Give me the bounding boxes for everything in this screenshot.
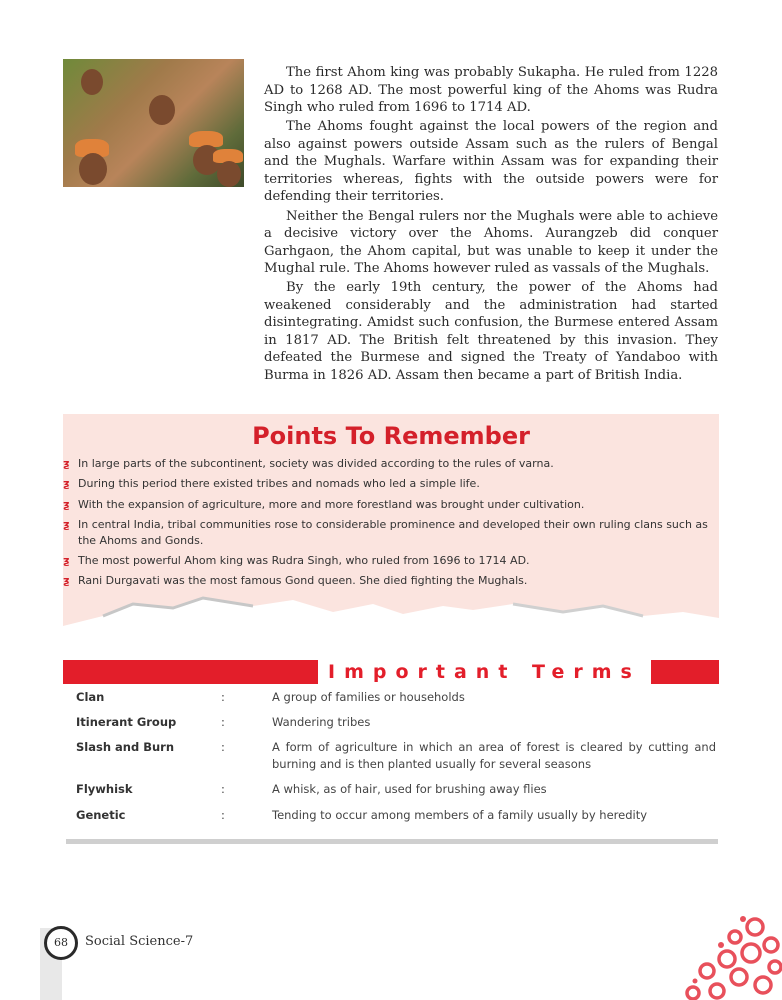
bullet-icon: ƺ bbox=[63, 517, 70, 531]
section-divider bbox=[66, 839, 718, 844]
important-terms-title: Important Terms bbox=[318, 660, 651, 684]
points-list bbox=[63, 456, 713, 594]
point-item: ƺ In central India, tribal communities rose to considerable prominence and developed their own ruling clans such as the Ahoms and Gonds. bbox=[63, 517, 708, 547]
tribal-people-photo bbox=[63, 59, 244, 187]
bullet-icon: ƺ bbox=[63, 457, 70, 470]
term-colon: : bbox=[221, 782, 225, 796]
page-number: 68 bbox=[44, 926, 78, 960]
points-to-remember-panel bbox=[63, 414, 719, 646]
term-name: Slash and Burn bbox=[76, 740, 175, 754]
story-paragraph-3: Neither the Bengal rulers nor the Mughals were able to achieve a decisive victory over the Ahoms. Aurangzeb did conquer Garhgaon, the Ahom capital, but was unable to keep it under the Mughal rule. The Ahoms however ruled as vassals of the Mughals. bbox=[264, 208, 718, 277]
bullet-icon: ƺ bbox=[63, 574, 70, 588]
story-paragraph-2: The Ahoms fought against the local powers of the region and also against powers outside Assam such as the rulers of Bengal and the Mughals. Warfare within Assam was for expanding their territories whereas, fights with the outside powers were for defending their territories. bbox=[264, 119, 718, 205]
point-item: ƺ The most powerful Ahom king was Rudra Singh, who ruled from 1696 to 1714 AD. bbox=[63, 554, 530, 568]
term-definition: A whisk, as of hair, used for brushing away flies bbox=[272, 782, 547, 796]
term-name: Flywhisk bbox=[76, 782, 133, 796]
ahom-history-text bbox=[264, 64, 718, 386]
point-item: ƺ Rani Durgavati was the most famous Gond queen. She died fighting the Mughals. bbox=[63, 574, 528, 588]
torn-paper-edge bbox=[63, 586, 719, 646]
term-name: Clan bbox=[76, 690, 105, 704]
bullet-icon: ƺ bbox=[63, 497, 70, 511]
point-item: ƺ During this period there existed tribes and nomads who led a simple life. bbox=[63, 477, 480, 491]
term-colon: : bbox=[221, 740, 225, 754]
term-definition: Tending to occur among members of a family usually by heredity bbox=[272, 808, 648, 822]
term-name: Itinerant Group bbox=[76, 715, 177, 729]
book-title: Social Science-7 bbox=[85, 934, 194, 949]
term-colon: : bbox=[221, 808, 225, 822]
term-definition: Wandering tribes bbox=[272, 715, 371, 729]
bullet-icon: ƺ bbox=[63, 554, 70, 568]
story-paragraph-1: The first Ahom king was probably Sukapha. He ruled from 1228 AD to 1268 AD. The most powerful king of the Ahoms was Rudra Singh who ruled from 1696 to 1714 AD. bbox=[264, 65, 718, 115]
point-item: ƺ With the expansion of agriculture, more and more forestland was brought under cultivation. bbox=[63, 497, 585, 511]
story-paragraph-4: By the early 19th century, the power of the Ahoms had weakened considerably and the administration had started disintegrating. Amidst such confusion, the Burmese entered Assam in 1817 AD. The British felt threatened by this invasion. They defeated the Burmese and signed the Treaty of Yandaboo with Burma in 1826 AD. Assam then became a part of British India. bbox=[264, 280, 718, 383]
bullet-icon: ƺ bbox=[63, 477, 70, 491]
term-name: Genetic bbox=[76, 808, 126, 822]
term-definition: A form of agriculture in which an area of forest is cleared by cutting and burning and is then planted usually for several seasons bbox=[272, 740, 716, 771]
decorative-circles-icon bbox=[677, 905, 782, 1000]
important-terms-header bbox=[63, 660, 719, 684]
term-colon: : bbox=[221, 715, 225, 729]
point-item: ƺ In large parts of the subcontinent, society was divided according to the rules of varna. bbox=[63, 457, 554, 470]
term-colon: : bbox=[221, 690, 225, 704]
term-definition: A group of families or households bbox=[272, 690, 465, 704]
points-to-remember-title: Points To Remember bbox=[252, 422, 530, 450]
